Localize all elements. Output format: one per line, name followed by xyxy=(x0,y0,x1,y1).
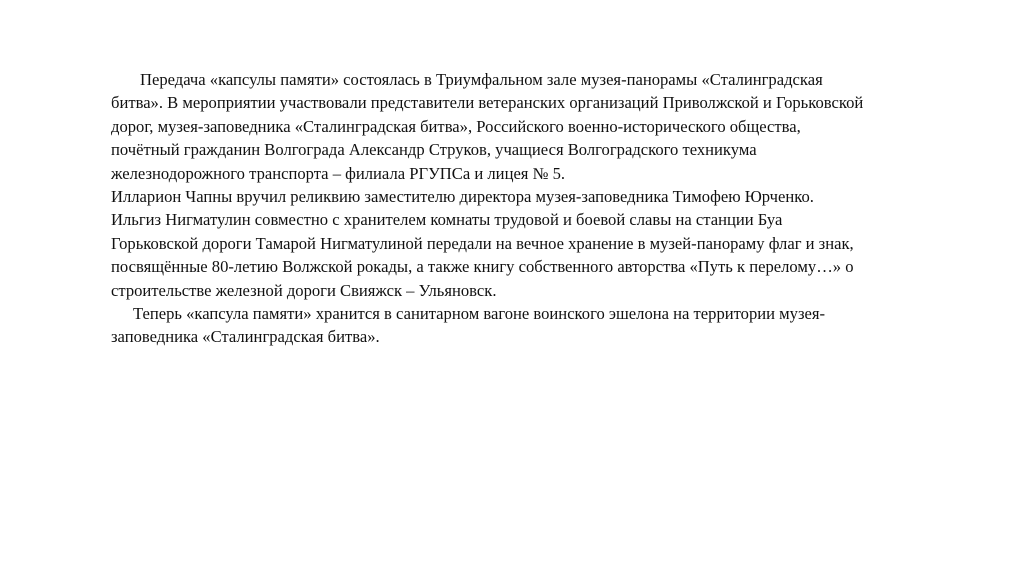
text-line: железнодорожного транспорта – филиала РГУПСа и лицея № 5. xyxy=(111,163,566,183)
text-line: Ильгиз Нигматулин совместно с хранителем комнаты трудовой и боевой славы на станции Буа xyxy=(111,210,783,230)
text-line: почётный гражданин Волгограда Александр Струков, учащиеся Волгоградского техникума xyxy=(111,140,757,160)
text-line: дорог, музея-заповедника «Сталинградская битва», Российского военно-исторического общества, xyxy=(111,116,801,136)
text-line: битва». В мероприятии участвовали представители ветеранских организаций Приволжской и Горьковской xyxy=(111,93,864,113)
text-line: Горьковской дороги Тамарой Нигматулиной передали на вечное хранение в музей-панораму флаг и знак, xyxy=(111,233,854,253)
text-line: посвящённые 80-летию Волжской рокады, а также книгу собственного авторства «Путь к перелому…» о xyxy=(111,257,854,277)
text-line: строительстве железной дороги Свияжск – Ульяновск. xyxy=(111,280,497,300)
body-text xyxy=(111,68,991,349)
text-line: Передача «капсулы памяти» состоялась в Триумфальном зале музея-панорамы «Сталинградская xyxy=(140,70,823,89)
text-line: Теперь «капсула памяти» хранится в санитарном вагоне воинского эшелона на территории музея- xyxy=(133,304,826,324)
text-line: заповедника «Сталинградская битва». xyxy=(111,327,380,347)
text-line: Илларион Чапны вручил реликвию заместителю директора музея-заповедника Тимофею Юрченко. xyxy=(111,187,814,207)
